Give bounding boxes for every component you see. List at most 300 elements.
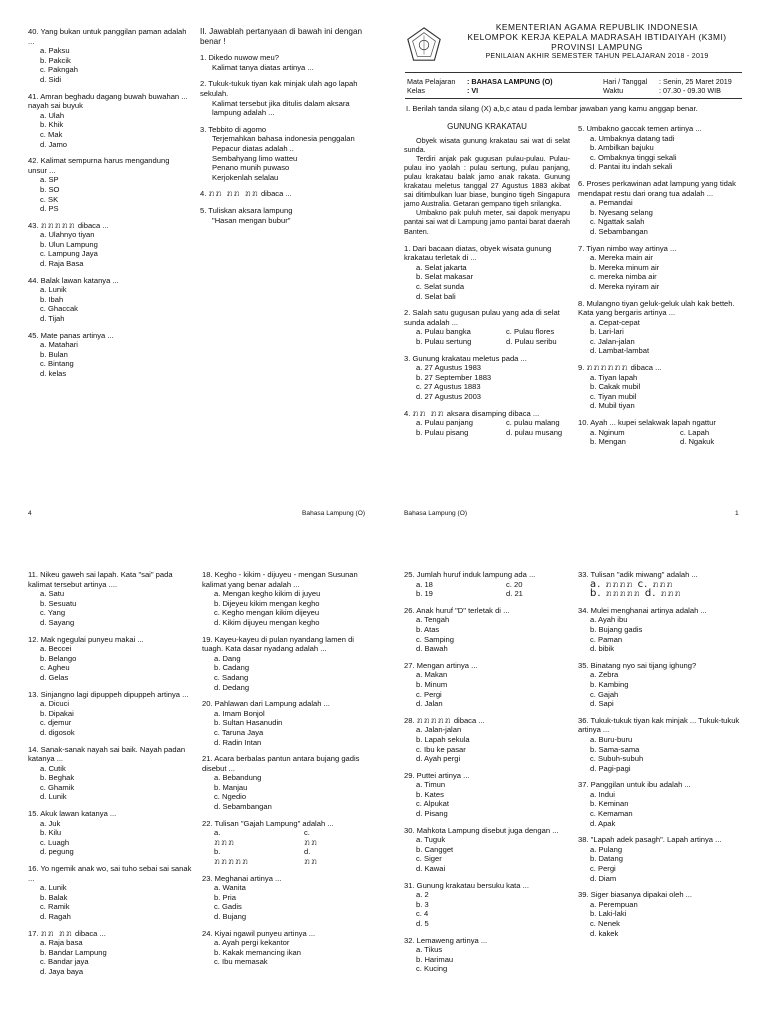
answer-option: c. Ombaknya tinggi sekali bbox=[590, 152, 677, 162]
answer-option: c. Gadis bbox=[214, 902, 242, 912]
answer-option: b. Lapah sekula bbox=[416, 734, 470, 744]
answer-option: a. Indui bbox=[590, 789, 615, 799]
question-text bbox=[28, 929, 193, 939]
answer-option: c. Lapah bbox=[680, 427, 710, 437]
answer-option: c. Tiyan mubil bbox=[590, 391, 637, 401]
meta-divider bbox=[405, 98, 742, 99]
question-suffix: dibaca ... bbox=[630, 363, 662, 373]
answer-option: b. Khik bbox=[40, 120, 64, 130]
answer-option: d. Ayah pergi bbox=[416, 754, 461, 764]
question-text bbox=[404, 771, 570, 781]
answer-option: d. Apak bbox=[590, 818, 616, 828]
answer-option: b. Harimau bbox=[416, 954, 454, 964]
question-text bbox=[28, 221, 188, 231]
answer-option: a. Cepat-cepat bbox=[590, 317, 640, 327]
answer-option: b. Bandar Lampung bbox=[40, 947, 107, 957]
answer-option: d. Sebambangan bbox=[214, 802, 272, 812]
answer-option: d. Lambat-lambat bbox=[590, 346, 650, 356]
question-item bbox=[28, 690, 193, 738]
answer-option: a. Selat jakarta bbox=[416, 262, 467, 272]
answer-option: a. Satu bbox=[40, 589, 65, 599]
question-stem: 35. Binatang nyo sai tijang ighung? bbox=[578, 660, 697, 670]
question-text bbox=[200, 79, 370, 98]
answer-option: d. Jaya baya bbox=[40, 966, 84, 976]
answer-option: b. Pakcik bbox=[40, 55, 71, 65]
answer-option: d. Bawah bbox=[416, 644, 448, 654]
answer-option: c. Luagh bbox=[40, 837, 70, 847]
answer-option: b. Pria bbox=[214, 892, 236, 902]
answer-option: d. Sapi bbox=[590, 699, 614, 709]
question-text bbox=[202, 699, 372, 709]
question-item bbox=[404, 826, 570, 874]
question-item bbox=[404, 936, 570, 974]
answer-option: a. SP bbox=[40, 175, 59, 185]
answer-option: b. Selat makasar bbox=[416, 272, 473, 282]
question-item bbox=[404, 606, 570, 654]
answer-option: d. Radin Intan bbox=[214, 737, 262, 747]
question-stem: 4. bbox=[200, 189, 207, 199]
question-stem: 45. Mate panas artinya ... bbox=[28, 330, 114, 340]
question-stem: 12. Mak ngegulai punyeu makai ... bbox=[28, 634, 144, 644]
question-stem: 43. bbox=[28, 220, 39, 230]
answer-option: c. Ngattak salah bbox=[590, 217, 645, 227]
answer-option: a. Timun bbox=[416, 780, 446, 790]
lampung-script-text: ꤊꤊꤊꤊꤊꤊ bbox=[586, 362, 629, 374]
question-item bbox=[404, 244, 570, 302]
question-text bbox=[404, 570, 570, 580]
answer-option: b. Ambilkan bajuku bbox=[590, 143, 654, 153]
column-questions-11-17 bbox=[28, 570, 193, 984]
answer-option: d. kakek bbox=[590, 928, 619, 938]
answer-option: d. Sebambangan bbox=[590, 226, 648, 236]
answer-option: c. djemur bbox=[40, 718, 72, 728]
answer-option: a. Pulang bbox=[590, 844, 623, 854]
answer-option: d. bibik bbox=[590, 644, 615, 654]
lampung-script-text: ꤊꤊꤊꤊꤊ bbox=[214, 856, 249, 868]
answer-options-grid bbox=[404, 327, 570, 346]
question-stem: 2. Salah satu gugusan pulau yang ada di selat sunda adalah ... bbox=[404, 308, 560, 327]
question-item bbox=[28, 331, 188, 379]
question-item bbox=[202, 929, 372, 967]
question-text bbox=[28, 331, 188, 341]
answer-option: a. Matahari bbox=[40, 340, 78, 350]
poem-line: Kerjokenlah selalau bbox=[212, 172, 279, 182]
poem-line: Penano munih puwaso bbox=[212, 163, 290, 173]
question-text bbox=[578, 661, 744, 671]
question-item bbox=[28, 276, 188, 324]
question-item bbox=[578, 835, 744, 883]
answer-option: c. Bandar jaya bbox=[40, 957, 89, 967]
answer-option: c. Lampung Jaya bbox=[40, 249, 98, 259]
answer-option: d. Sidi bbox=[40, 74, 62, 84]
answer-option: d. Pulau seribu bbox=[506, 336, 557, 346]
exam-meta bbox=[407, 77, 742, 95]
question-stem: 32. Lemaweng artinya ... bbox=[404, 935, 488, 945]
answer-option: c. Alpukat bbox=[416, 799, 449, 809]
question-text bbox=[578, 418, 744, 428]
answer-option: b. Beghak bbox=[40, 773, 75, 783]
answer-option: b. Belango bbox=[40, 653, 77, 663]
answer-option: a. Pemandai bbox=[590, 198, 633, 208]
question-stem: 4. bbox=[404, 408, 411, 418]
answer-option: b. Lari-lari bbox=[590, 327, 624, 337]
answer-option: d. pegung bbox=[40, 847, 74, 857]
meta-time-label: Waktu bbox=[603, 86, 624, 95]
answer-option: a. Paksu bbox=[40, 46, 70, 56]
question-text bbox=[28, 156, 188, 175]
exam-header bbox=[405, 22, 741, 72]
answer-option: b. 3 bbox=[416, 899, 429, 909]
question-stem: 20. Pahlawan dari Lampung adalah ... bbox=[202, 699, 330, 709]
meta-time-value: : 07.30 - 09.30 WIB bbox=[659, 86, 721, 95]
question-text bbox=[578, 179, 744, 198]
answer-option: c. Paman bbox=[590, 634, 623, 644]
answer-option: d. 21 bbox=[506, 589, 523, 599]
question-stem: 21. Acara berbalas pantun antara bujang gadis disebut ... bbox=[202, 754, 360, 773]
question-item bbox=[202, 819, 372, 867]
header-divider bbox=[405, 72, 742, 73]
meta-class-value: : VI bbox=[467, 86, 479, 95]
answer-option: c. Agheu bbox=[40, 663, 70, 673]
instruction-text: I. Berilah tanda silang (X) a,b,c atau d pada lembar jawaban yang kamu anggap benar. bbox=[406, 104, 698, 113]
answer-option: a. Tiyan lapah bbox=[590, 372, 638, 382]
answer-option: c. Kemaman bbox=[590, 809, 633, 819]
answer-option: a. Tikus bbox=[416, 945, 443, 955]
column-questions-40-45 bbox=[28, 27, 188, 386]
answer-option: a. Ulahnyo tiyan bbox=[40, 230, 95, 240]
poem-line: Sembahyang limo watteu bbox=[212, 153, 298, 163]
question-suffix: aksara disamping dibaca ... bbox=[446, 408, 540, 418]
question-stem: 5. Tuliskan aksara lampung bbox=[200, 205, 293, 215]
question-text bbox=[202, 635, 372, 654]
answer-option: a. Bebandung bbox=[214, 773, 262, 783]
question-stem: 27. Mengan artinya ... bbox=[404, 660, 478, 670]
answer-option: c. Yang bbox=[40, 608, 66, 618]
question-stem: 11. Nikeu gaweh sai lapah. Kata "sai" pada kalimat tersebut artinya .... bbox=[28, 570, 173, 589]
question-item bbox=[28, 864, 193, 922]
answer-option: d. Dedang bbox=[214, 682, 250, 692]
answer-option: a. Perempuan bbox=[590, 899, 638, 909]
question-text bbox=[404, 716, 570, 726]
answer-option: d. Pisang bbox=[416, 809, 448, 819]
answer-option: c. pulau malang bbox=[506, 418, 560, 428]
answer-option: a. Tuguk bbox=[416, 835, 446, 845]
question-stem: 15. Akuk lawan katanya ... bbox=[28, 809, 117, 819]
question-subtext: Terjemahkan bahasa indonesia penggalan Pepacur diatas adalah .. bbox=[212, 134, 355, 153]
answer-option: b. Manjau bbox=[214, 782, 248, 792]
lampung-script-text: ꤊꤊꤊꤊꤊ bbox=[40, 219, 76, 231]
answer-option: c. Samping bbox=[416, 634, 454, 644]
question-stem: 24. Kiyai ngawil punyeu artinya ... bbox=[202, 928, 316, 938]
question-text bbox=[28, 809, 193, 819]
answer-option: a. Dicuci bbox=[40, 699, 70, 709]
question-item bbox=[202, 570, 372, 628]
answer-option: c. Nenek bbox=[590, 919, 620, 928]
answer-option: c. 4 bbox=[416, 909, 429, 919]
answer-option: a. Cutik bbox=[40, 763, 66, 773]
question-item bbox=[578, 299, 744, 357]
question-stem: 39. Siger biasanya dipakai oleh ... bbox=[578, 890, 692, 900]
question-text bbox=[404, 244, 570, 263]
column-questions-5-10 bbox=[578, 124, 744, 454]
answer-option: d. Gelas bbox=[40, 672, 69, 682]
answer-option bbox=[214, 847, 304, 866]
question-item bbox=[578, 606, 744, 654]
answer-option: c. 27 Agustus 1883 bbox=[416, 382, 481, 392]
answer-option: a. Dang bbox=[214, 653, 241, 663]
answer-option: d. Jalan bbox=[416, 699, 443, 709]
answer-option bbox=[214, 828, 304, 847]
answer-option: c. Selat sunda bbox=[416, 282, 465, 291]
answer-option: a. Ayah pergi kekantor bbox=[214, 938, 290, 948]
question-text bbox=[200, 206, 370, 216]
question-text bbox=[404, 881, 570, 891]
question-stem: 23. Meghanai artinya ... bbox=[202, 873, 282, 883]
question-text bbox=[404, 661, 570, 671]
question-item bbox=[202, 754, 372, 812]
footer-left-label: Bahasa Lampung (O) bbox=[302, 510, 366, 517]
answer-option: a. Juk bbox=[40, 818, 61, 828]
answer-option: a. Imam Bonjol bbox=[214, 708, 265, 718]
question-text bbox=[578, 244, 744, 254]
answer-option bbox=[304, 847, 394, 866]
question-text bbox=[404, 308, 570, 327]
answer-option: c. Ibu memasak bbox=[214, 957, 268, 967]
answer-option: b. Cadang bbox=[214, 663, 250, 673]
question-item bbox=[28, 745, 193, 803]
footer-page-left-number: 4 bbox=[28, 510, 32, 517]
answer-option: a. Pulau bangka bbox=[416, 327, 471, 337]
answer-option: d. 5 bbox=[416, 919, 429, 928]
question-text bbox=[202, 754, 372, 773]
answer-option: b. Sesuatu bbox=[40, 598, 77, 608]
question-stem: 1. Dikedo nuwow meu? bbox=[200, 53, 279, 63]
question-text bbox=[578, 716, 744, 735]
answer-option: b. Bujang gadis bbox=[590, 624, 643, 634]
question-item bbox=[28, 929, 193, 977]
question-text bbox=[404, 606, 570, 616]
answer-option: a. Mengan kegho kikim di juyeu bbox=[214, 589, 321, 599]
question-item bbox=[200, 125, 370, 183]
answer-option: a. Makan bbox=[416, 670, 448, 680]
question-suffix: dibaca ... bbox=[453, 715, 485, 725]
question-item bbox=[578, 179, 744, 237]
question-item bbox=[578, 661, 744, 709]
answer-option: a. 27 Agustus 1983 bbox=[416, 363, 482, 373]
answer-option: d. Kawai bbox=[416, 864, 446, 874]
question-text bbox=[578, 124, 744, 134]
question-item bbox=[200, 79, 370, 117]
answer-option: d. PS bbox=[40, 204, 59, 214]
question-stem: 37. Panggilan untuk ibu adalah ... bbox=[578, 780, 691, 790]
answer-option: c. Ibu ke pasar bbox=[416, 744, 466, 754]
answer-option: a. Tengah bbox=[416, 615, 450, 625]
lampung-script-text: ꤊꤊ ꤊꤊ bbox=[40, 927, 73, 939]
question-item bbox=[28, 156, 188, 214]
question-item bbox=[28, 27, 188, 85]
header-k3mi: KELOMPOK KERJA KEPALA MADRASAH IBTIDAIYAH (K3MI) bbox=[467, 32, 727, 42]
answer-option: b. SO bbox=[40, 184, 60, 194]
question-stem: 9. bbox=[578, 363, 585, 373]
question-item bbox=[404, 771, 570, 819]
question-stem: 26. Anak huruf "D" terletak di ... bbox=[404, 605, 510, 615]
column-questions-25-32 bbox=[404, 570, 570, 981]
answer-option: c. Ngedio bbox=[214, 792, 247, 802]
answer-option: a. Lunik bbox=[40, 285, 67, 295]
question-stem: 3. Gunung krakatau meletus pada ... bbox=[404, 353, 527, 363]
answer-option-letter: d. bbox=[304, 847, 311, 857]
question-stem: 1. Dari bacaan diatas, obyek wisata gunung krakatau terletak di ... bbox=[404, 243, 552, 263]
question-item bbox=[404, 308, 570, 346]
question-text bbox=[28, 92, 188, 111]
column-essay bbox=[200, 27, 370, 232]
question-item bbox=[578, 418, 744, 447]
passage-paragraph: Obyek wisata gunung krakatau sai wat di selat sunda. bbox=[404, 135, 570, 154]
answer-option: a. Ayah ibu bbox=[590, 615, 628, 625]
answer-option: c. Kucing bbox=[416, 964, 448, 974]
answer-option: b. Cangget bbox=[416, 844, 454, 854]
answer-option: a. Lunik bbox=[40, 883, 67, 893]
answer-option: b. Laki-laki bbox=[590, 909, 627, 919]
question-text bbox=[28, 276, 188, 286]
column-questions-33-39 bbox=[578, 570, 744, 945]
essay-section-title: II. Jawablah pertanyaan di bawah ini dengan benar ! bbox=[200, 27, 363, 46]
answer-option: b. Sultan Hasanudin bbox=[214, 718, 283, 728]
answer-option: a. Umbaknya datang tadi bbox=[590, 133, 675, 143]
answer-option: b. Dijeyeu kikim mengan kegho bbox=[214, 598, 320, 608]
question-text bbox=[28, 570, 193, 589]
script-options-line: b. ꤊꤊꤊꤊꤊ d. ꤊꤊꤊ bbox=[590, 588, 682, 600]
passage-paragraph: Umbakno pak puluh meter, sai dapok menyapu pantai sai wat di Lampung jamo pantai barat daerah Banten. bbox=[404, 208, 570, 236]
question-text bbox=[28, 635, 193, 645]
question-text bbox=[28, 690, 193, 700]
answer-option: a. Wanita bbox=[214, 883, 246, 893]
question-stem: 18. Kegho - kikim - dijuyeu - mengan Susunan kalimat yang benar adalah ... bbox=[202, 570, 358, 589]
answer-option: c. Kegho mengan kikim dijeyeu bbox=[214, 608, 320, 618]
question-stem: 22. Tulisan "Gajah Lampung" adalah ... bbox=[202, 818, 334, 828]
question-stem: 36. Tukuk-tukuk tiyan kak minjak ... Tukuk-tukuk artinya ... bbox=[578, 715, 740, 735]
answer-option: d. Mereka nyiram air bbox=[590, 281, 660, 291]
question-stem: 14. Sanak-sanak nayah sai baik. Nayah padan katanya ... bbox=[28, 744, 186, 764]
answer-option: c. Ghamik bbox=[40, 782, 75, 792]
answer-options-grid bbox=[404, 418, 570, 437]
answer-option-letter: b. bbox=[214, 847, 221, 857]
meta-date-value: : Senin, 25 Maret 2019 bbox=[659, 77, 732, 86]
question-text bbox=[404, 354, 570, 364]
answer-option: b. Kambing bbox=[590, 679, 629, 689]
answer-option: d. Bujang bbox=[214, 912, 247, 921]
answer-option: d. Sayang bbox=[40, 617, 75, 627]
answer-option: c. Mak bbox=[40, 129, 63, 139]
question-stem: 16. Yo ngemik anak wo, sai tuho sebai sai sanak ... bbox=[28, 864, 192, 883]
answer-option: d. digosok bbox=[40, 727, 75, 737]
answer-option: d. Ngakuk bbox=[680, 437, 715, 447]
question-stem: 31. Gunung krakatau bersuku kata ... bbox=[404, 880, 529, 890]
page-spread-bottom bbox=[0, 560, 768, 1024]
question-text bbox=[404, 409, 570, 419]
question-stem: 29. Puttei artinya ... bbox=[404, 770, 470, 780]
answer-option: b. Pulau sertung bbox=[416, 336, 472, 346]
question-text bbox=[578, 299, 744, 318]
question-item bbox=[202, 874, 372, 922]
answer-option: d. Mubil tiyan bbox=[590, 401, 635, 411]
answer-option: a. Beccei bbox=[40, 644, 72, 654]
answer-option: d. Kikim dijuyeu mengan kegho bbox=[214, 617, 320, 627]
meta-date-label: Hari / Tanggal bbox=[603, 77, 648, 86]
question-stem: 33. Tulisan "adik miwang" adalah ... bbox=[578, 570, 698, 579]
question-item bbox=[578, 780, 744, 828]
question-item bbox=[28, 570, 193, 628]
question-item bbox=[404, 661, 570, 709]
question-item bbox=[28, 809, 193, 857]
question-stem: 25. Jumlah huruf induk lampung ada ... bbox=[404, 570, 536, 579]
answer-option: a. Mereka main air bbox=[590, 253, 653, 263]
question-stem: 13. Sinjangno lagi dipuppeh dipuppeh artinya ... bbox=[28, 689, 189, 699]
answer-option: a. Raja basa bbox=[40, 938, 83, 948]
answer-option: c. Siger bbox=[416, 854, 442, 864]
answer-option: b. Nyesang selang bbox=[590, 207, 653, 217]
question-stem: 6. Proses perkawinan adat lampung yang tidak mendapat restu dari orang tua adalah ... bbox=[578, 178, 736, 198]
question-text bbox=[200, 189, 370, 199]
answer-option: c. Taruna Jaya bbox=[214, 727, 264, 737]
question-item bbox=[578, 244, 744, 292]
question-stem: 38. "Lapah adek pasagh". Lapah artinya ... bbox=[578, 835, 722, 845]
lampung-script-text: ꤊꤊ ꤊꤊ ꤊꤊ bbox=[208, 188, 259, 200]
question-stem: 5. Umbakno gaccak temen artinya ... bbox=[578, 124, 702, 133]
answer-option: c. Sadang bbox=[214, 672, 249, 682]
question-text bbox=[578, 780, 744, 790]
answer-option: a. Ulah bbox=[40, 110, 65, 120]
answer-option: c. Ramik bbox=[40, 902, 70, 912]
question-text bbox=[200, 125, 370, 135]
question-item bbox=[578, 716, 744, 774]
answer-option: a. Pulau panjang bbox=[416, 418, 474, 428]
question-stem: 17. bbox=[28, 928, 39, 938]
answer-option: d. pulau musang bbox=[506, 427, 563, 437]
question-item bbox=[200, 53, 370, 72]
question-stem: 7. Tiyan nimbo way artinya ... bbox=[578, 243, 677, 253]
answer-option: d. Ragah bbox=[40, 912, 71, 921]
question-stem: 34. Mulei menghanai artinya adalah ... bbox=[578, 605, 707, 615]
answer-option: d. Pantai itu indah sekali bbox=[590, 162, 673, 172]
question-item bbox=[578, 890, 744, 938]
answer-option: d. Jamo bbox=[40, 139, 68, 149]
question-stem: 19. Kayeu-kayeu di pulan nyandang lamen di tuagh. Kata dasar nyadang adalah ... bbox=[202, 634, 354, 654]
question-text bbox=[404, 936, 570, 946]
answer-option: c. Pakngah bbox=[40, 65, 78, 75]
answer-option: b. Cakak mubil bbox=[590, 382, 641, 392]
answer-option: a. Zebra bbox=[590, 670, 619, 680]
header-exam-title: PENILAIAN AKHIR SEMESTER TAHUN PELAJARAN 2018 - 2019 bbox=[485, 53, 709, 60]
answer-option: b. Minum bbox=[416, 679, 448, 689]
question-item bbox=[404, 716, 570, 764]
question-item bbox=[404, 354, 570, 402]
answer-option bbox=[304, 828, 394, 847]
answer-option: b. Kakak memancing ikan bbox=[214, 947, 301, 957]
answer-option: c. Bintang bbox=[40, 359, 74, 369]
question-item bbox=[202, 635, 372, 693]
question-text bbox=[202, 874, 372, 884]
question-subtext: "Hasan mengan bubur" bbox=[212, 215, 291, 225]
question-subtext: Kalimat tanya diatas artinya ... bbox=[212, 62, 314, 72]
question-stem: 41. Amran beghadu dagang buwah buwahan ... nayah sai buyuk bbox=[28, 91, 188, 111]
answer-option: c. Pergi bbox=[416, 689, 442, 699]
question-item bbox=[578, 570, 744, 599]
question-suffix: dibaca ... bbox=[260, 189, 292, 199]
answer-option: a. Buru-buru bbox=[590, 734, 633, 744]
question-text bbox=[28, 27, 188, 46]
answer-option: d. Lunik bbox=[40, 792, 67, 802]
